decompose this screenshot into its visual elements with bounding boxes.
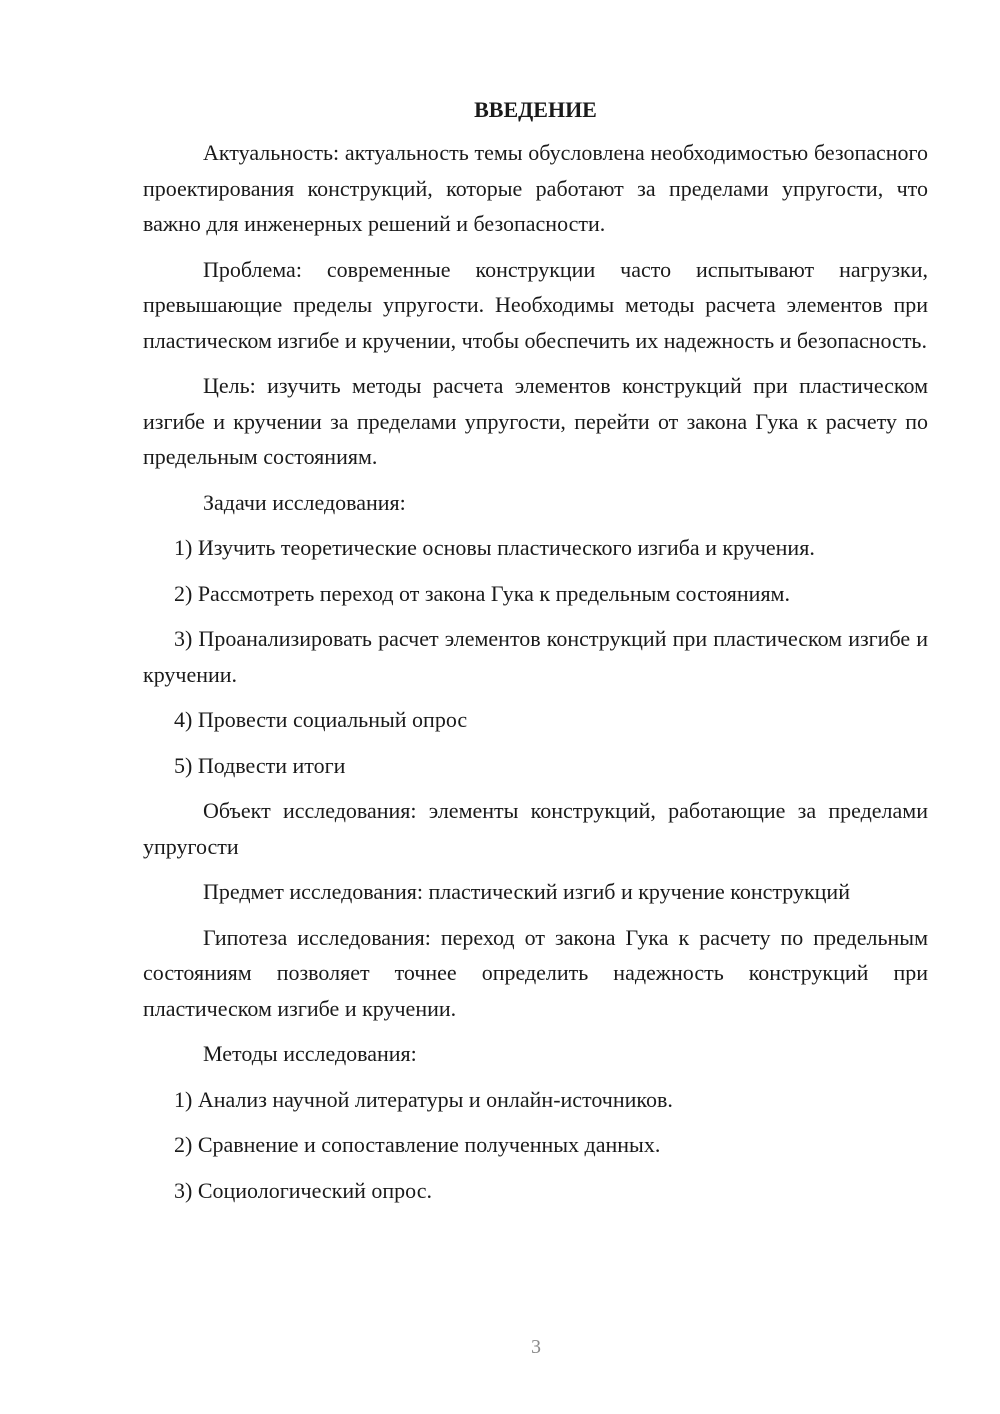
list-item-method-3: 3) Социологический опрос. (174, 1177, 432, 1203)
goal-paragraph: Цель: изучить методы расчета элементов конструкций при пластическом изгибе и кручении за пределами упругости, перейти от закона Гука к расчету по предельным состояниям. (143, 373, 928, 469)
page-content (143, 92, 928, 1218)
list-item-task-5: 5) Подвести итоги (174, 752, 346, 778)
hypothesis-paragraph: Гипотеза исследования: переход от закона Гука к расчету по предельным состояниям позволяет точнее определить надежность конструкций при пластическом изгибе и кручении. (143, 924, 928, 1021)
list-item-task-2: 2) Рассмотреть переход от закона Гука к предельным состояниям. (174, 580, 790, 606)
tasks-heading: Задачи исследования: (203, 489, 406, 515)
problem-paragraph: Проблема: современные конструкции часто испытывают нагрузки, превышающие пределы упругости. Необходимы методы расчета элементов при пластическом изгибе и кручении, чтобы обеспечить их надежность и безопасность. (143, 256, 928, 353)
list-item-task-1: 1) Изучить теоретические основы пластического изгиба и кручения. (174, 535, 815, 560)
section-title: ВВЕДЕНИЕ (474, 97, 597, 122)
relevance-paragraph: Актуальность: актуальность темы обусловлена необходимостью безопасного проектирования конструкций, которые работают за пределами упругости, что важно для инженерных решений и безопасности. (143, 140, 928, 236)
list-item-method-2: 2) Сравнение и сопоставление полученных данных. (174, 1132, 661, 1157)
list-item-task-3: 3) Проанализировать расчет элементов конструкций при пластическом изгибе и кручении. (143, 626, 928, 687)
list-item-task-4: 4) Провести социальный опрос (174, 707, 468, 732)
list-item-method-1: 1) Анализ научной литературы и онлайн-источников. (174, 1086, 673, 1112)
object-paragraph: Объект исследования: элементы конструкций, работающие за пределами упругости (143, 798, 928, 859)
page-number: 3 (531, 1336, 541, 1358)
methods-heading: Методы исследования: (203, 1041, 417, 1066)
subject-paragraph: Предмет исследования: пластический изгиб и кручение конструкций (203, 879, 850, 904)
